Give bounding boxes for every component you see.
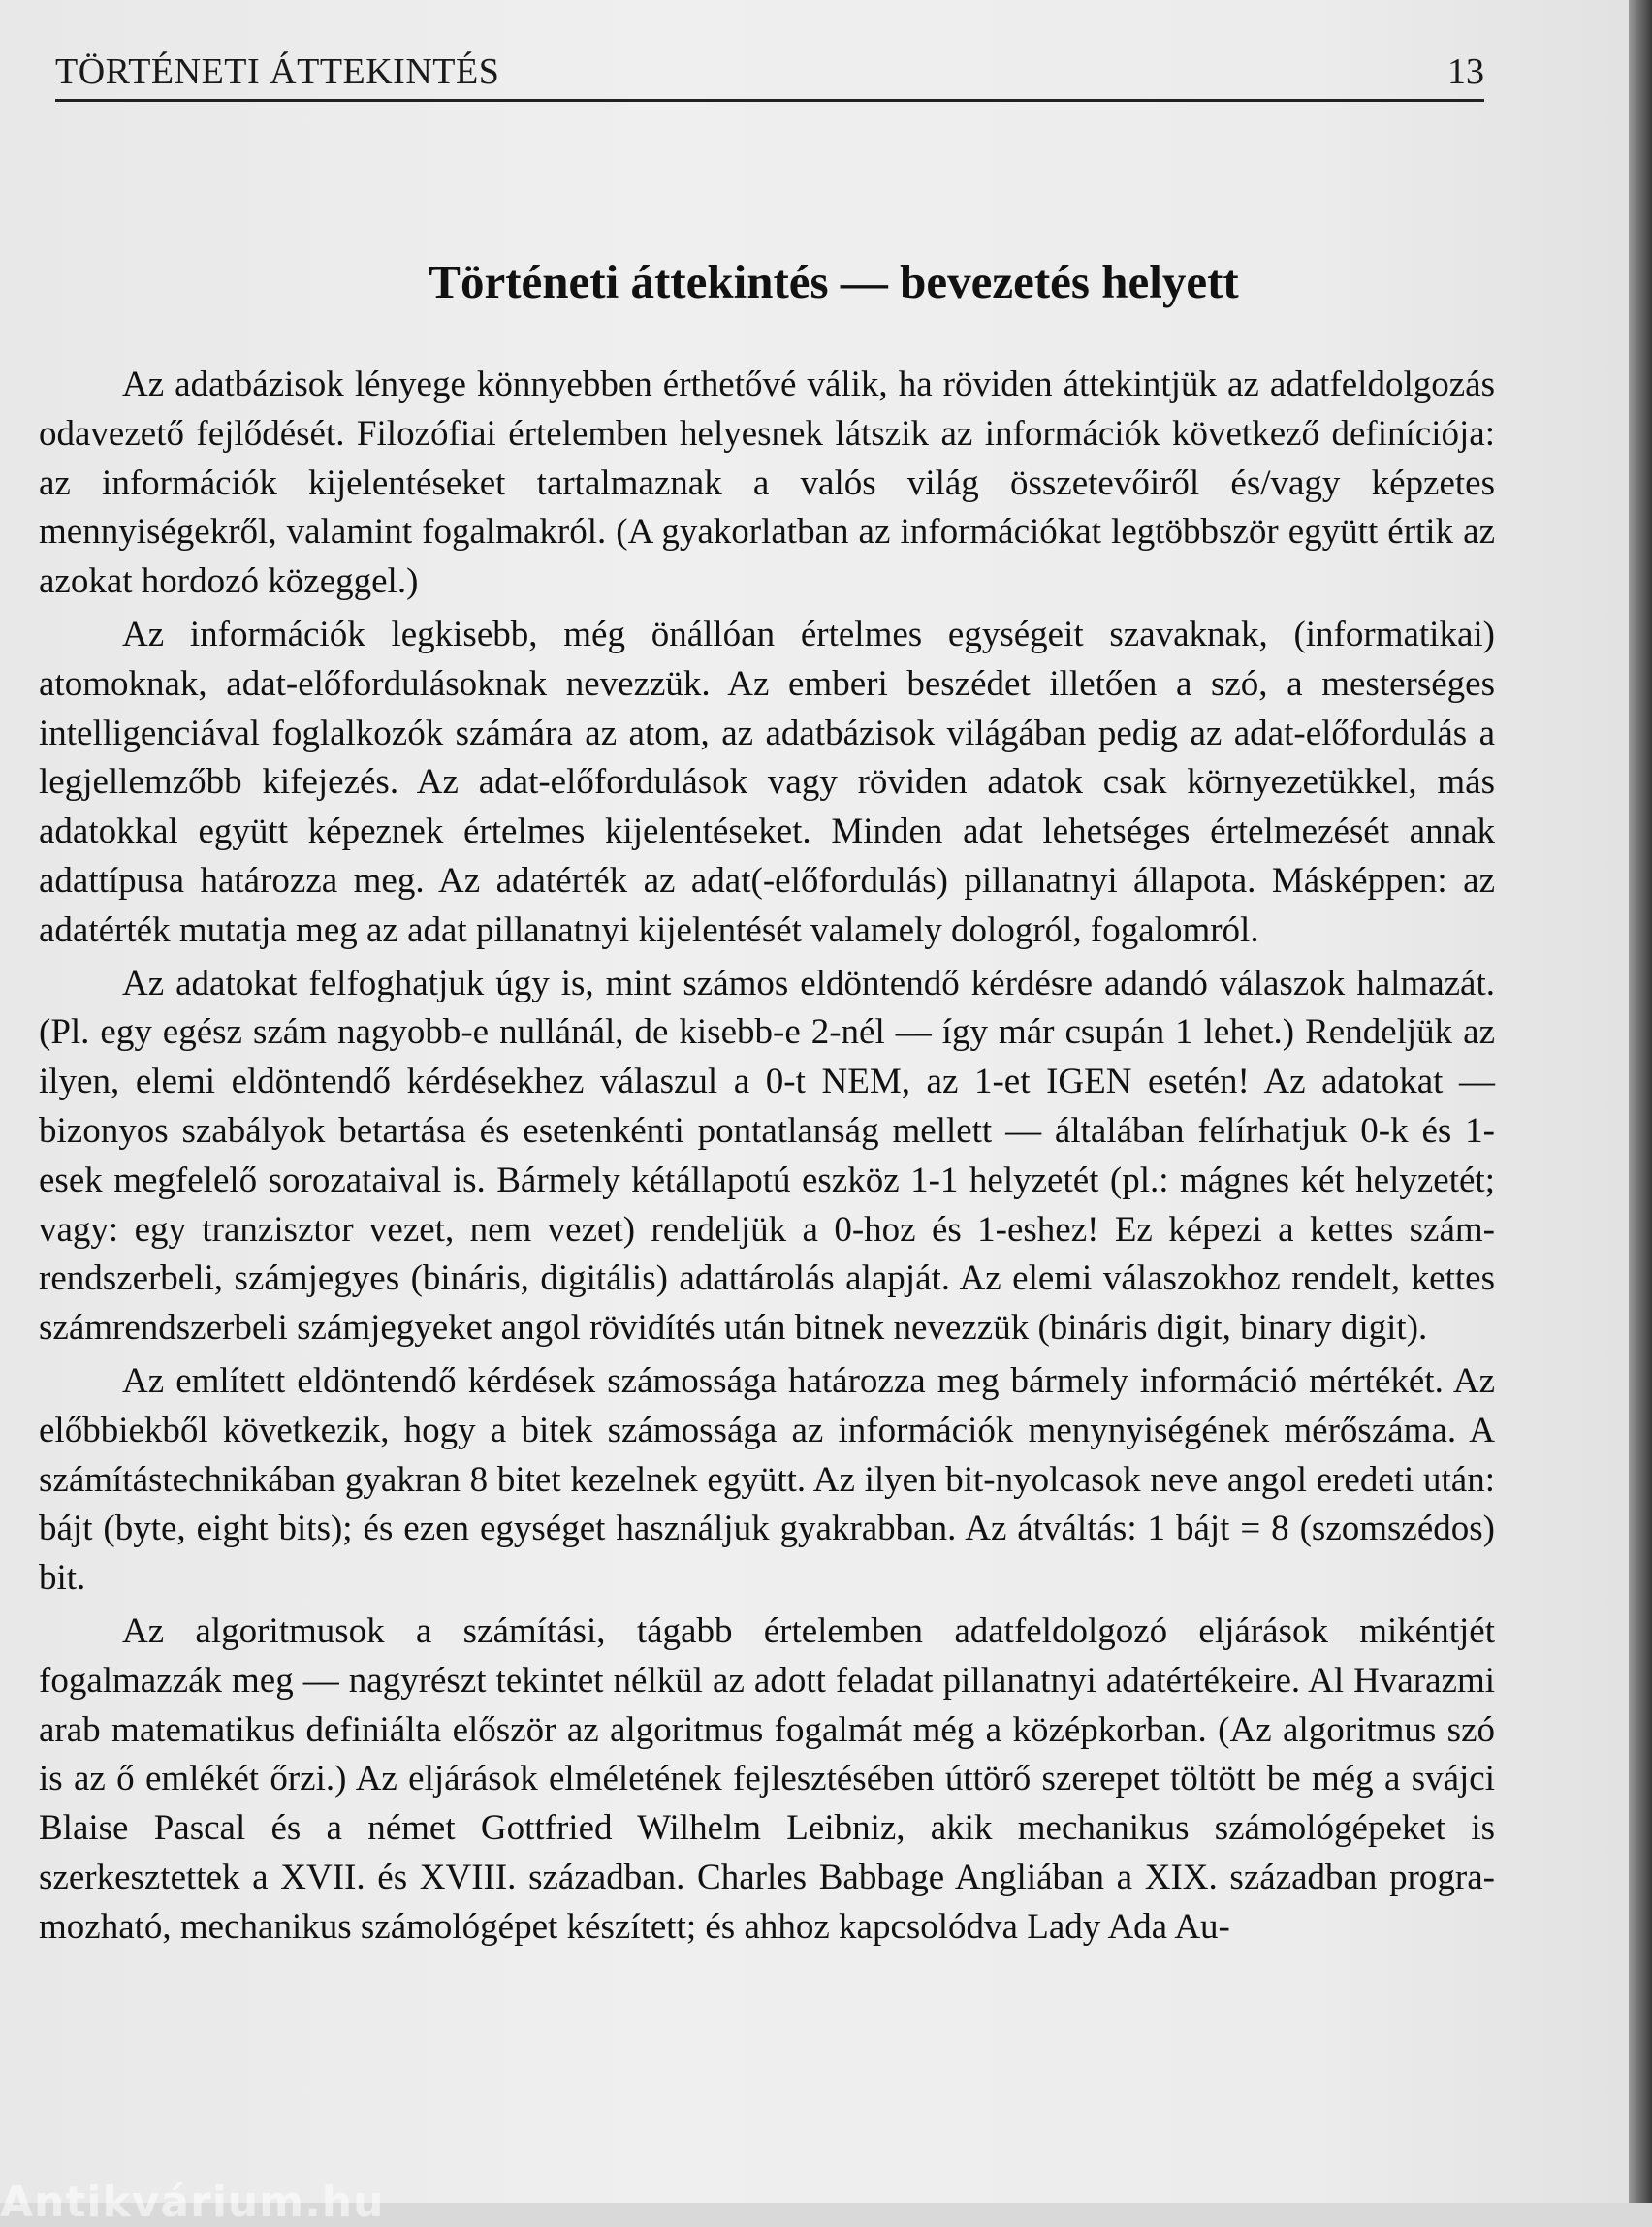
paragraph: Az algoritmusok a számítási, tágabb értelemben adatfeldolgozó eljárások mikéntjét fogalmazzák meg — nagyrészt tekintet nélkül az adott feladat pillanatnyi adatértékeire. Al Hvarazmi arab matematikus definiálta először az algoritmus fogalmát még a középkorban. (Az algoritmus szó is az ő emlékét őrzi.) Az eljárások elméletének fejlesztésében úttörő szerepet töltött be még a svájci Blaise Pascal és a német Gottfried Wilhelm Leibniz, akik mechanikus számológépeket is szerkesztettek a XVII. és XVIII. században. Charles Babbage Angliában a XIX. században programozható, mechanikus számológépet készített; és ahhoz kapcsolódva Lady Ada Au- xyxy=(39,1610,1495,1947)
body-text xyxy=(39,361,1495,1957)
paragraph: Az említett eldöntendő kérdések számossága határozza meg bármely információ mértékét. Az előbbiekből következik, hogy a bitek számossága az információk menynyiségének mérőszáma. A számítástechnikában gyakran 8 bitet kezelnek együtt. Az ilyen bit-nyolcasok neve angol eredeti után: bájt (byte, eight bits); és ezen egységet használjuk gyakrabban. Az átváltás: 1 bájt = 8 (szomszédos) bit. xyxy=(39,1360,1495,1599)
running-head xyxy=(55,45,1484,99)
watermark: Antikvárium.hu xyxy=(0,2178,385,2227)
paragraph: Az információk legkisebb, még önállóan értelmes egységeit szavaknak, (informatikai) atomoknak, adat-előfordulásoknak nevezzük. Az emberi beszédet illetően a szó, a mesterséges intelligenciával foglalkozók számára az atom, az adatbázisok világában pedig az adat-előfordulás a legjellemzőbb kifejezés. Az adat-előfordulások vagy röviden adatok csak környezetükkel, más adatokkal együtt képeznek értelmes kijelentéseket. Minden adat lehetséges értelmezését annak adattípusa határozza meg. Az adatérték az adat(-előfordulás) pillanatnyi állapota. Másképpen: az adatérték mutatja meg az adat pillanatnyi kijelentését valamely dologról, fogalomról. xyxy=(39,614,1495,950)
header-rule xyxy=(55,99,1484,102)
paragraph: Az adatbázisok lényege könnyebben érthetővé válik, ha röviden áttekintjük az adatfeldolgozás odavezető fejlődését. Filozófiai értelemben helyesnek látszik az információk következő definíciója: az információk kijelentéseket tartalmaznak a valós világ összetevőiről és/vagy képzetes mennyiségekről, valamint fogalmakról. (A gyakorlatban az információkat legtöbbször együtt értik az azokat hordozó közeggel.) xyxy=(39,365,1495,602)
paragraph: Az adatokat felfoghatjuk úgy is, mint számos eldöntendő kérdésre adandó válaszok halmazát. (Pl. egy egész szám nagyobb-e nullánál, de kisebb-e 2-nél — így már csupán 1 lehet.) Rendeljük az ilyen, elemi eldöntendő kérdésekhez válaszul a 0-t NEM, az 1-et IGEN esetén! Az adatokat — bizonyos szabályok betartása és esetenkénti pontatlanság mellett — általában felírhatjuk 0-k és 1-esek megfelelő sorozataival is. Bármely kétállapotú eszköz 1-1 helyzetét (pl.: mágnes két helyzetét; vagy: egy tranzisztor vezet, nem vezet) rendeljük a 0-hoz és 1-eshez! Ez képezi a kettes számrendszerbeli, számjegyes (bináris, digitális) adattárolás alapját. Az elemi válaszokhoz rendelt, kettes számrendszerbeli számjegyeket angol rövidítés után bitnek nevezzük (bináris digit, binary digit). xyxy=(39,963,1495,1349)
page-edge-shadow xyxy=(1629,0,1652,2203)
page-number: 13 xyxy=(1447,51,1484,92)
chapter-title: Történeti áttekintés — bevezetés helyett xyxy=(429,255,1239,308)
running-title: TÖRTÉNETI ÁTTEKINTÉS xyxy=(55,51,500,92)
